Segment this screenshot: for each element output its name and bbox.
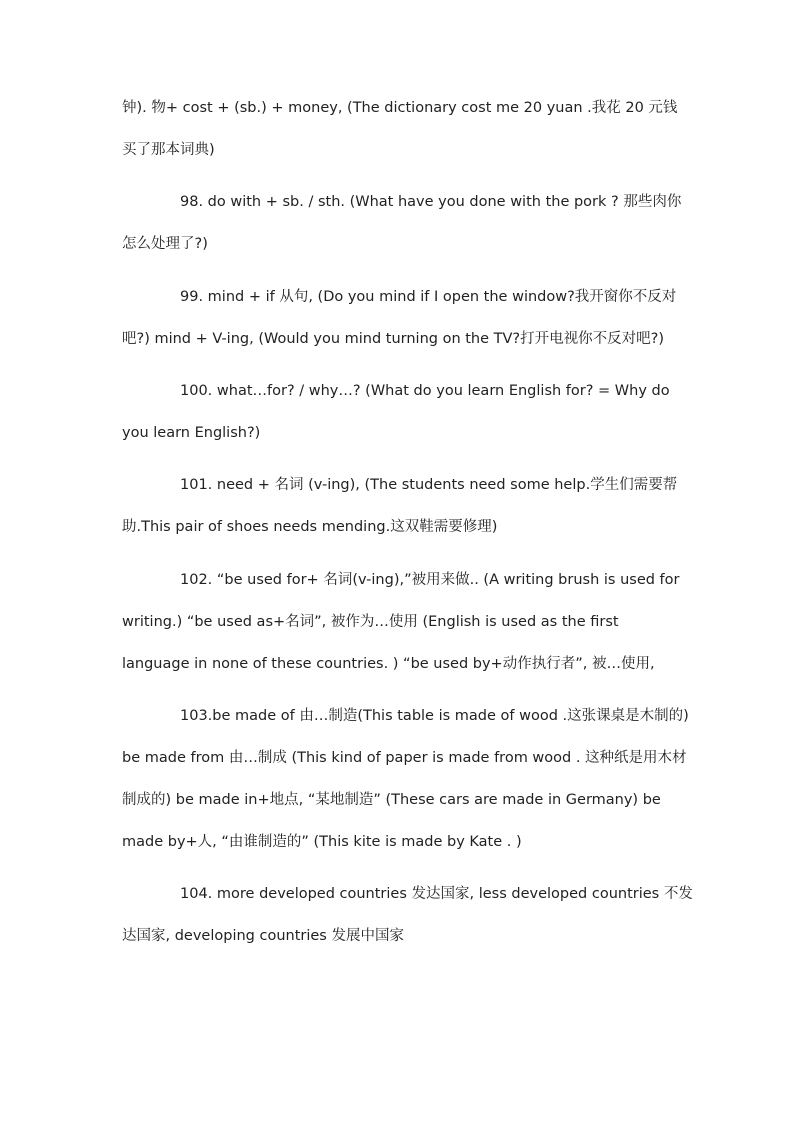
item-100-line: 100. what…for? / why…? (What do you learn English for? = Why do [180,383,670,399]
text-line: 制成的) be made in+地点, “某地制造” (These cars are made in Germany) be [122,792,661,808]
text-line: 买了那本词典) [122,142,215,158]
item-99-line: 99. mind + if 从句, (Do you mind if I open the window?我开窗你不反对 [180,289,677,305]
text-line: language in none of these countries. ) “be used by+动作执行者”, 被…使用, [122,656,655,672]
text-line: 吧?) mind + V-ing, (Would you mind turning on the TV?打开电视你不反对吧?) [122,331,664,347]
item-98-line: 98. do with + sb. / sth. (What have you done with the pork ? 那些肉你 [180,194,682,210]
item-104-line: 104. more developed countries 发达国家, less developed countries 不发 [180,886,693,902]
text-line: writing.) “be used as+名词”, 被作为…使用 (English is used as the first [122,614,619,630]
text-line: made by+人, “由谁制造的” (This kite is made by Kate . ) [122,834,522,850]
item-101-line: 101. need + 名词 (v-ing), (The students need some help.学生们需要帮 [180,477,678,493]
text-line: be made from 由…制成 (This kind of paper is made from wood . 这种纸是用木材 [122,750,687,766]
text-line: 怎么处理了?) [122,236,208,252]
text-line: you learn English?) [122,425,261,441]
text-line: 助.This pair of shoes needs mending.这双鞋需要修理) [122,519,498,535]
item-103-line: 103.be made of 由…制造(This table is made of wood .这张课桌是木制的) [180,708,689,724]
text-line: 钟). 物+ cost + (sb.) + money, (The dictionary cost me 20 yuan .我花 20 元钱 [122,100,678,116]
text-line: 达国家, developing countries 发展中国家 [122,928,404,944]
item-102-line: 102. “be used for+ 名词(v-ing),”被用来做.. (A writing brush is used for [180,572,680,588]
